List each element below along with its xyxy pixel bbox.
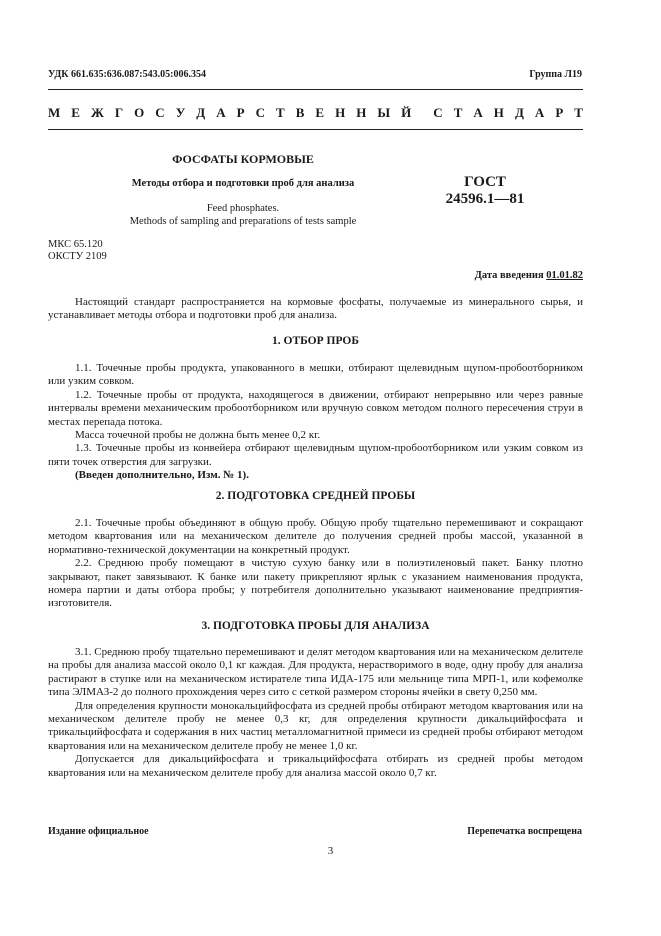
intro-date-value: 01.01.82 [546, 270, 583, 281]
banner-letter: М [48, 105, 61, 120]
banner-letter: В [295, 105, 305, 120]
banner-letter: Ж [90, 105, 104, 120]
banner-letter: О [134, 105, 145, 120]
banner-letter: Н [493, 105, 504, 120]
footer-official-edition: Издание официальное [48, 826, 149, 837]
banner-letter: А [534, 105, 545, 120]
section2-body [48, 517, 583, 611]
section3-body [48, 646, 583, 780]
banner-letter: Д [514, 105, 524, 120]
intro-text: Настоящий стандарт распространяется на кормовые фосфаты, получаемые из минерального сырья, и устанавливает методы отбора и подготовки проб для анализа. [48, 296, 583, 322]
section1-heading: 1. ОТБОР ПРОБ [272, 335, 359, 347]
banner-letter: С [155, 105, 165, 120]
banner-letter: Е [315, 105, 325, 120]
banner-letter: С [255, 105, 265, 120]
section1-p4: 1.3. Точечные пробы из конвейера отбирают щелевидным щупом-пробоотборником или узким совком из пяти точек отверстия для загрузки. [48, 442, 583, 468]
intro-paragraph [48, 296, 583, 323]
section1-p3: Масса точечной пробы не должна быть менее 0,2 кг. [75, 429, 321, 442]
banner-letter: Т [574, 105, 583, 120]
banner-letter: Т [453, 105, 463, 120]
banner-letter: Й [401, 105, 412, 120]
interstate-standard-banner [48, 105, 583, 121]
gost-label: ГОСТ [464, 174, 506, 190]
banner-letter: Р [236, 105, 245, 120]
section3-heading: 3. ПОДГОТОВКА ПРОБЫ ДЛЯ АНАЛИЗА [201, 620, 430, 632]
banner-letter: Т [276, 105, 285, 120]
banner-letter: У [175, 105, 186, 120]
section3-p2: Для определения крупности монокальцийфосфата из средней пробы отбирают методом квартования или на механическом делителе пробу не менее 0,3 кг, для определения крупности дикальцийфосфата и трикальцийфосфата и содержания в них частиц металломагнитной примеси из средней пробы отбирают методом квартования или на механическом делителе пробу не менее 1,0 кг. [48, 699, 583, 752]
mks-code: МКС 65.120 [48, 239, 103, 250]
english-title [48, 202, 438, 228]
intro-date [475, 270, 583, 281]
okstu-code: ОКСТУ 2109 [48, 251, 107, 262]
gost-designation [420, 174, 550, 208]
section2-heading: 2. ПОДГОТОВКА СРЕДНЕЙ ПРОБЫ [215, 490, 416, 502]
section3-p1: 3.1. Среднюю пробу тщательно перемешивают и делят методом квартования или на механическом делителе на пробы для анализа массой около 0,1 кг каждая. Для продукта, нерастворимого в воде, одну пробу для анализа растирают в ступке или на механическом истирателе типа ИДА-175 или мельнице типа МРП-1, или кофемолке типа ЭЛМАЗ-2 до полного прохождения через сито с сеткой размером стороны ячейки в свету 0,250 мм. [48, 646, 583, 699]
banner-letter: Е [71, 105, 80, 120]
english-title-line2: Methods of sampling and preparations of tests sample [129, 216, 357, 227]
section1-p1: 1.1. Точечные пробы продукта, упакованного в мешки, отбирают щелевидным щупом-пробоотборником или узким совком. [48, 362, 583, 388]
standard-subtitle: Методы отбора и подготовки проб для анализа [131, 178, 355, 189]
top-rule [48, 89, 583, 90]
standard-title: ФОСФАТЫ КОРМОВЫЕ [172, 152, 314, 166]
banner-letter: С [433, 105, 443, 120]
banner-rule [48, 129, 583, 130]
banner-letter: Д [196, 105, 206, 120]
page-number: 3 [327, 845, 334, 857]
banner-letter: Р [555, 105, 564, 120]
section2-p2: 2.2. Среднюю пробу помещают в чистую сухую банку или в полиэтиленовый пакет. Банку плотно закрывают, пакет завязывают. К банке или пакету прикрепляют ярлык с указанием наименования продукта, номера партии и даты отбора пробы; у потребителя дополнительно указывают наименование предприятия-изготовителя. [48, 557, 583, 610]
group-code: Группа Л19 [529, 69, 582, 80]
english-title-line1: Feed phosphates. [206, 203, 280, 214]
classification-codes [48, 239, 107, 263]
section1-p5: (Введен дополнительно, Изм. № 1). [75, 469, 249, 482]
footer-reprint-prohibited: Перепечатка воспрещена [467, 826, 582, 837]
section1-body [48, 362, 583, 483]
banner-letter: Н [356, 105, 367, 120]
banner-letter: А [216, 105, 226, 120]
section2-p1: 2.1. Точечные пробы объединяют в общую пробу. Общую пробу тщательно перемешивают и сокращают методом квартования или на механическом делителе до получения средней пробы массой, указанной в нормативно-технической документации на конкретный продукт. [48, 517, 583, 556]
udk-code: УДК 661.635:636.087:543.05:006.354 [48, 69, 206, 80]
banner-letter: Г [114, 105, 124, 120]
banner-letter: Ы [377, 105, 391, 120]
section1-p2: 1.2. Точечные пробы от продукта, находящегося в движении, отбирают непрерывно или через равные интервалы времени механическим пробоотборником или вручную совком методом полного пересечения струи в местах перепада потока. [48, 388, 583, 428]
banner-letter: Н [335, 105, 346, 120]
gost-number: 24596.1—81 [445, 191, 525, 207]
banner-letter: А [473, 105, 483, 120]
intro-date-label: Дата введения [474, 270, 544, 281]
section3-p3: Допускается для дикальцийфосфата и трикальцийфосфата отбирать из средней пробы методом квартования или на механическом делителе пробу для анализа массой около 0,7 кг. [48, 753, 583, 779]
